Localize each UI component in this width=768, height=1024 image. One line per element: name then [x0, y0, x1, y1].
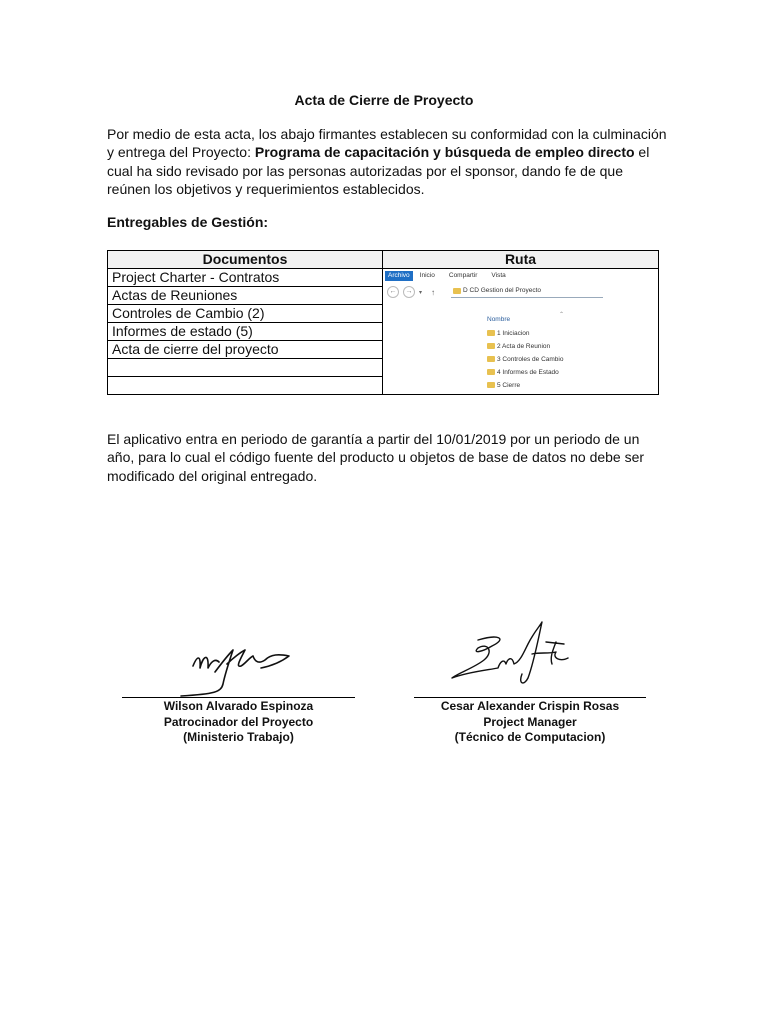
- table-header-row: [108, 251, 659, 269]
- folder-list: [487, 327, 563, 392]
- signature-image-sponsor: [175, 628, 300, 700]
- list-item: [487, 366, 563, 379]
- folder-label: 1 Iniciacion: [497, 330, 530, 337]
- folder-icon: [453, 288, 461, 294]
- folder-icon: [487, 369, 495, 375]
- folder-label: 4 Informes de Estado: [497, 369, 559, 376]
- folder-icon: [487, 343, 495, 349]
- ribbon-tab-compartir: Compartir: [448, 272, 478, 279]
- document-cell: Actas de Reuniones: [108, 287, 383, 305]
- ribbon-tab-inicio: Inicio: [419, 272, 435, 279]
- folder-label: 3 Controles de Cambio: [497, 356, 564, 363]
- file-explorer-screenshot: [383, 269, 658, 394]
- up-arrow-icon: ↑: [431, 288, 435, 297]
- explorer-ribbon: [385, 271, 513, 281]
- intro-text-start: Por medio de esta acta, los abajo firmantes establecen su conformidad con la culminación y entrega del Proyecto:: [107, 126, 667, 161]
- address-bar: [451, 285, 603, 298]
- folder-icon: [487, 330, 495, 336]
- document-cell: Project Charter - Contratos: [108, 269, 383, 287]
- document-cell: Informes de estado (5): [108, 323, 383, 341]
- explorer-address-row: [385, 285, 591, 297]
- folder-icon: [487, 356, 495, 362]
- deliverables-heading: Entregables de Gestión:: [107, 214, 269, 230]
- document-cell: [108, 359, 383, 377]
- ribbon-tab-vista: Vista: [491, 272, 506, 279]
- signature-line-manager: [414, 697, 646, 698]
- path-cell: [383, 269, 659, 395]
- signature-block-manager: [414, 699, 646, 746]
- signer-organization: (Técnico de Computacion): [454, 730, 606, 744]
- list-item: [487, 353, 563, 366]
- sort-caret-icon: ⌃: [559, 312, 565, 318]
- document-cell: [108, 377, 383, 395]
- ribbon-tab-archivo: Archivo: [385, 271, 413, 281]
- signature-line-sponsor: [122, 697, 355, 698]
- name-column-header: Nombre: [487, 316, 511, 323]
- chevron-down-icon: ▾: [419, 290, 423, 296]
- list-item: [487, 379, 563, 392]
- intro-paragraph: [107, 125, 667, 198]
- folder-label: 5 Cierre: [497, 382, 521, 389]
- folder-icon: [487, 382, 495, 388]
- signature-block-sponsor: [122, 699, 355, 746]
- signer-role: Patrocinador del Proyecto: [163, 714, 314, 729]
- document-cell: Controles de Cambio (2): [108, 305, 383, 323]
- signer-name: Cesar Alexander Crispin Rosas: [440, 699, 620, 713]
- column-header-documents: Documentos: [108, 251, 383, 269]
- document-title: Acta de Cierre de Proyecto: [294, 92, 474, 108]
- column-header-path: Ruta: [383, 251, 659, 269]
- signer-organization: (Ministerio Trabajo): [183, 730, 294, 744]
- address-text: D CD Gestion del Proyecto: [463, 287, 542, 294]
- forward-arrow-icon: →: [403, 286, 415, 298]
- signer-role: Project Manager: [483, 714, 577, 729]
- back-arrow-icon: ←: [387, 286, 399, 298]
- project-name: Programa de capacitación y búsqueda de empleo directo: [254, 144, 635, 161]
- intro-text-end: el cual ha sido revisado por las personas autorizadas por el sponsor, dando fe de que reúnen los objetivos y requerimientos establecidos.: [107, 144, 650, 197]
- table-row: [108, 269, 659, 287]
- signature-image-manager: [448, 618, 578, 690]
- deliverables-table: [107, 250, 659, 395]
- document-cell: Acta de cierre del proyecto: [108, 341, 383, 359]
- warranty-paragraph: El aplicativo entra en periodo de garantía a partir del 10/01/2019 por un periodo de un año, para lo cual el código fuente del producto u objetos de base de datos no debe ser modificado del original entregado.: [107, 431, 645, 484]
- folder-label: 2 Acta de Reunion: [497, 343, 551, 350]
- list-item: [487, 327, 563, 340]
- list-item: [487, 340, 563, 353]
- signer-name: Wilson Alvarado Espinoza: [163, 699, 314, 713]
